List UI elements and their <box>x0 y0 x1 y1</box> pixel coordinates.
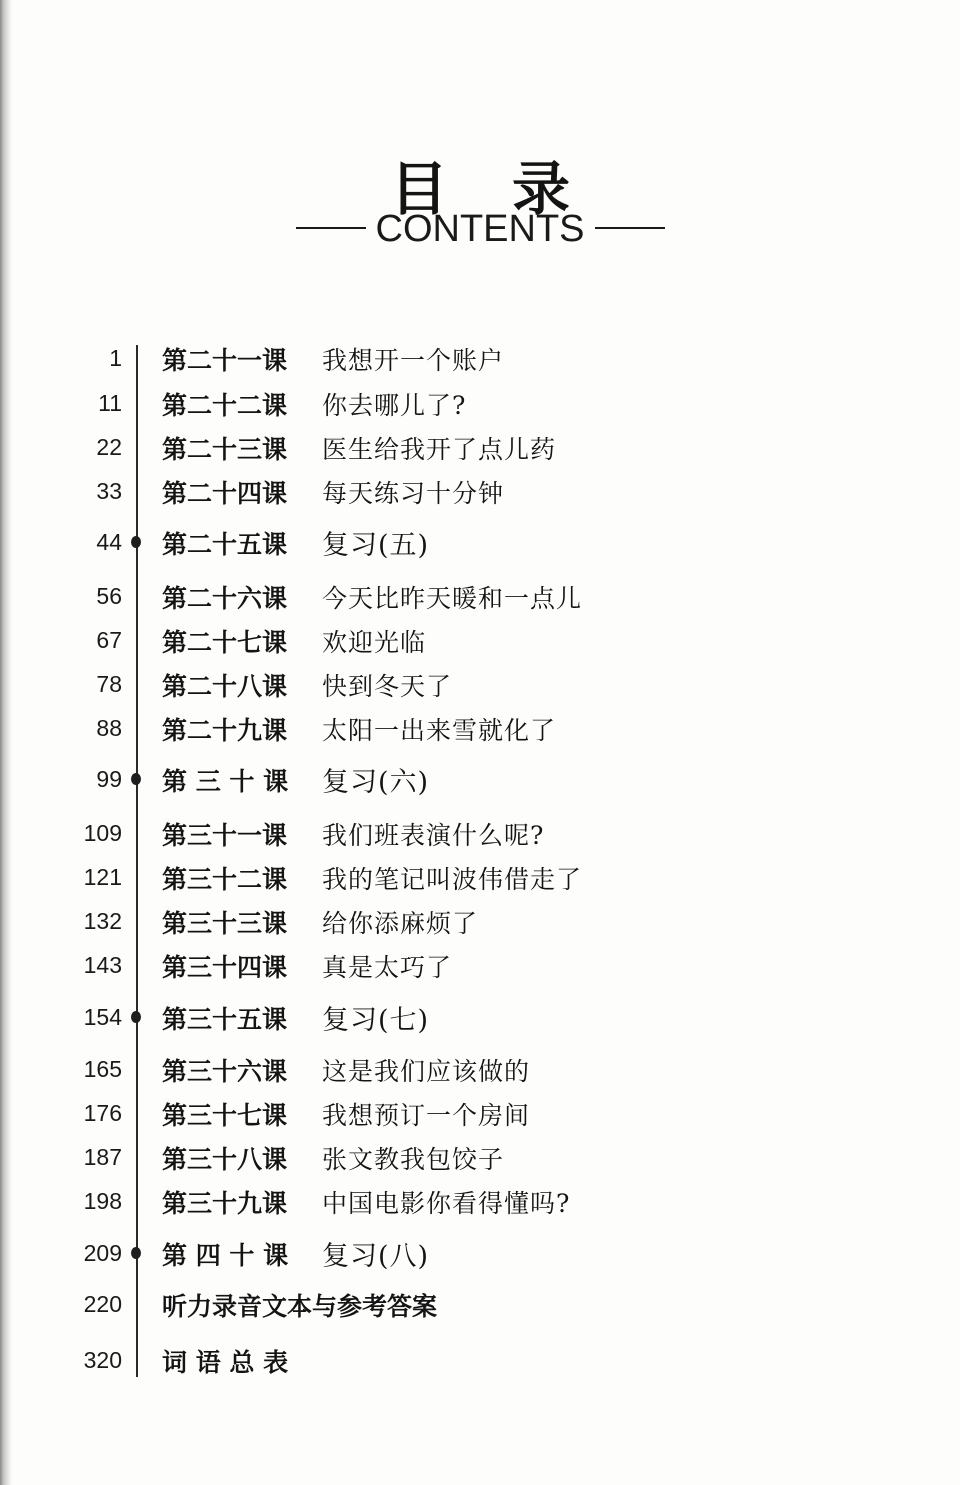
title-char-1: 目 <box>389 155 448 223</box>
lesson-title: 这是我们应该做的 <box>322 1057 531 1086</box>
page-number: 99 <box>96 766 122 792</box>
lesson-number: 第二十二课 <box>162 391 288 420</box>
lesson-title: 中国电影你看得懂吗? <box>322 1189 571 1218</box>
lesson-number: 第 四 十 课 <box>162 1241 289 1270</box>
lesson-title: 每天练习十分钟 <box>322 479 505 508</box>
lesson-title: 真是太巧了 <box>322 953 453 982</box>
toc-entry[interactable] <box>0 470 960 510</box>
page-number: 88 <box>96 715 122 741</box>
page-number: 109 <box>83 820 122 846</box>
lesson-title: 欢迎光临 <box>322 628 427 657</box>
lesson-number: 第三十五课 <box>162 1005 288 1034</box>
toc-entry[interactable] <box>0 900 960 940</box>
subtitle-text: CONTENTS <box>375 208 585 250</box>
lesson-title: 我的笔记叫波伟借走了 <box>322 865 583 894</box>
toc-entry[interactable] <box>0 1180 960 1220</box>
toc-entry[interactable] <box>0 707 960 747</box>
appendix-title: 听力录音文本与参考答案 <box>162 1292 438 1321</box>
lesson-number: 第二十八课 <box>162 672 288 701</box>
toc-entry[interactable] <box>0 812 960 852</box>
lesson-title: 快到冬天了 <box>322 672 453 701</box>
lesson-title: 复习(七) <box>322 1005 430 1036</box>
toc-entry[interactable] <box>0 856 960 896</box>
lesson-title: 太阳一出来雪就化了 <box>322 716 557 745</box>
lesson-title: 今天比昨天暖和一点儿 <box>322 584 583 613</box>
lesson-number: 第二十三课 <box>162 435 288 464</box>
page-number: 78 <box>96 671 122 697</box>
toc-entry[interactable] <box>0 382 960 422</box>
page-number: 1 <box>109 345 122 371</box>
page-number: 187 <box>83 1144 122 1170</box>
toc-entry[interactable] <box>0 426 960 466</box>
review-marker-dot <box>131 1247 141 1259</box>
lesson-number: 第三十二课 <box>162 865 288 894</box>
lesson-title: 你去哪儿了? <box>322 391 467 420</box>
toc-entry[interactable] <box>0 663 960 703</box>
toc-entry[interactable] <box>0 1136 960 1176</box>
page-number: 67 <box>96 627 122 653</box>
lesson-number: 第二十九课 <box>162 716 288 745</box>
page-number: 56 <box>96 583 122 609</box>
review-marker-dot <box>131 1011 141 1023</box>
page-number: 165 <box>83 1056 122 1082</box>
lesson-title: 我想开一个账户 <box>322 346 505 375</box>
page-number: 176 <box>83 1100 122 1126</box>
lesson-number: 第三十九课 <box>162 1189 288 1218</box>
lesson-number: 第二十六课 <box>162 584 288 613</box>
toc-entry[interactable] <box>0 337 960 377</box>
appendix-title: 词 语 总 表 <box>162 1348 289 1377</box>
toc-entry[interactable] <box>0 619 960 659</box>
toc-entry[interactable] <box>0 521 960 561</box>
page-number: 143 <box>83 952 122 978</box>
toc-entry[interactable] <box>0 1048 960 1088</box>
page-number: 22 <box>96 434 122 460</box>
lesson-title: 医生给我开了点儿药 <box>322 435 557 464</box>
lesson-number: 第三十三课 <box>162 909 288 938</box>
page-number: 121 <box>83 864 122 890</box>
lesson-number: 第二十四课 <box>162 479 288 508</box>
page-number: 154 <box>83 1004 122 1030</box>
toc-entry[interactable] <box>0 944 960 984</box>
lesson-title: 给你添麻烦了 <box>322 909 479 938</box>
page-number: 198 <box>83 1188 122 1214</box>
review-marker-dot <box>131 773 141 785</box>
toc-entry[interactable] <box>0 1232 960 1272</box>
lesson-title: 张文教我包饺子 <box>322 1145 505 1174</box>
lesson-title: 复习(六) <box>322 767 430 798</box>
page-number: 44 <box>96 529 122 555</box>
toc-appendix-entry[interactable] <box>0 1283 960 1323</box>
lesson-number: 第二十七课 <box>162 628 288 657</box>
toc-appendix-entry[interactable] <box>0 1339 960 1379</box>
toc-entry[interactable] <box>0 1092 960 1132</box>
title-char-2: 录 <box>512 155 571 223</box>
page-number: 11 <box>98 390 122 416</box>
lesson-title: 我们班表演什么呢? <box>322 821 545 850</box>
lesson-number: 第 三 十 课 <box>162 767 289 796</box>
lesson-title: 复习(八) <box>322 1241 430 1272</box>
page-number: 209 <box>83 1240 122 1266</box>
page-number: 320 <box>83 1347 122 1373</box>
toc-entry[interactable] <box>0 575 960 615</box>
lesson-number: 第三十一课 <box>162 821 288 850</box>
toc-entry[interactable] <box>0 758 960 798</box>
lesson-number: 第三十四课 <box>162 953 288 982</box>
page-number: 220 <box>83 1291 122 1317</box>
lesson-number: 第二十一课 <box>162 346 288 375</box>
lesson-title: 复习(五) <box>322 530 430 561</box>
review-marker-dot <box>131 536 141 548</box>
page-number: 33 <box>96 478 122 504</box>
lesson-number: 第三十六课 <box>162 1057 288 1086</box>
lesson-number: 第三十八课 <box>162 1145 288 1174</box>
lesson-title: 我想预订一个房间 <box>322 1101 531 1130</box>
lesson-number: 第二十五课 <box>162 530 288 559</box>
toc-entry[interactable] <box>0 996 960 1036</box>
lesson-number: 第三十七课 <box>162 1101 288 1130</box>
page-number: 132 <box>83 908 122 934</box>
